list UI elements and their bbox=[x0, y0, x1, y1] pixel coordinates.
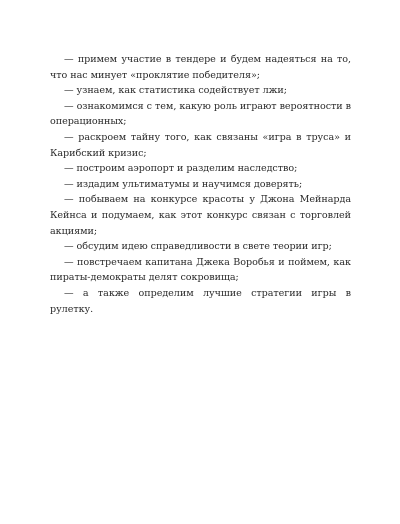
list-item: — построим аэропорт и разделим наследство; bbox=[64, 163, 298, 175]
list-item: — обсудим идею справедливости в свете теории игр; bbox=[64, 241, 332, 253]
list-item: — узнаем, как статистика содействует лжи; bbox=[64, 85, 287, 97]
list-text-block bbox=[50, 52, 351, 317]
list-item: — побываем на конкурсе красоты у Джона Мейнарда Кейнса и подумаем, как этот конкурс связан с торговлей акциями; bbox=[50, 194, 351, 237]
list-item: — издадим ультиматумы и научимся доверять; bbox=[64, 178, 303, 190]
list-item: — ознакомимся с тем, какую роль играют вероятности в операционных; bbox=[50, 100, 351, 128]
list-item: — примем участие в тендере и будем надеяться на то, что нас минует «проклятие победителя»; bbox=[50, 54, 351, 81]
list-item: — повстречаем капитана Джека Воробья и поймем, как пираты-демократы делят сокровища; bbox=[50, 256, 351, 284]
list-item: — раскроем тайну того, как связаны «игра в труса» и Карибский кризис; bbox=[50, 131, 351, 159]
list-item: — а также определим лучшие стратегии игры в рулетку. bbox=[50, 287, 351, 315]
